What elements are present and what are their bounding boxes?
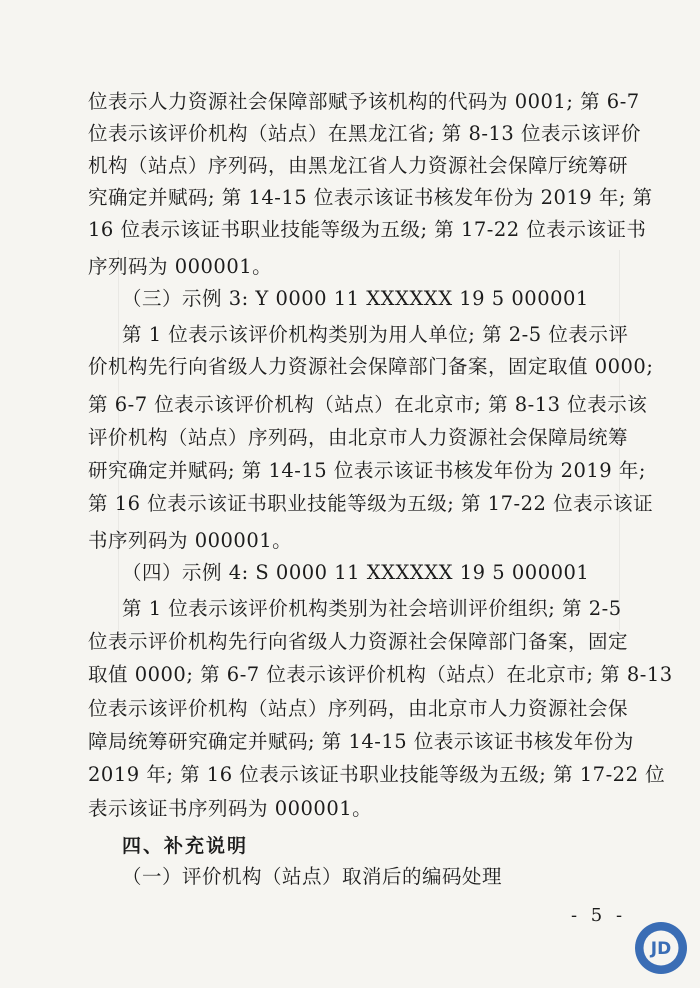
example-3-heading: （三）示例 3: Y 0000 11 XXXXXX 19 5 000001 (122, 287, 589, 310)
body-line-22: 表示该证书序列码为 000001。 (88, 797, 373, 820)
body-line-9: 价机构先行向省级人力资源社会保障部门备案，固定取值 0000; (88, 355, 654, 378)
example-4-heading: （四）示例 4: S 0000 11 XXXXXX 19 5 000001 (122, 561, 590, 584)
body-line-5: 16 位表示该证书职业技能等级为五级; 第 17-22 位表示该证书 (88, 218, 647, 241)
body-line-12: 研究确定并赋码; 第 14-15 位表示该证书核发年份为 2019 年; (88, 459, 646, 482)
body-line-6: 序列码为 000001。 (88, 255, 273, 278)
body-line-13: 第 16 位表示该证书职业技能等级为五级; 第 17-22 位表示该证 (88, 492, 654, 515)
subsection-heading-1: （一）评价机构（站点）取消后的编码处理 (122, 865, 503, 888)
body-line-8: 第 1 位表示该评价机构类别为用人单位; 第 2-5 位表示评 (122, 323, 629, 346)
page-number: - 5 - (571, 905, 627, 926)
body-line-10: 第 6-7 位表示该评价机构（站点）在北京市; 第 8-13 位表示该 (88, 393, 648, 416)
body-line-4: 究确定并赋码; 第 14-15 位表示该证书核发年份为 2019 年; 第 (88, 186, 653, 209)
body-line-20: 障局统筹研究确定并赋码; 第 14-15 位表示该证书核发年份为 (88, 730, 634, 753)
body-line-11: 评价机构（站点）序列码，由北京市人力资源社会保障局统筹 (88, 426, 629, 449)
body-line-2: 位表示该评价机构（站点）在黑龙江省; 第 8-13 位表示该评价 (88, 122, 641, 145)
body-line-1: 位表示人力资源社会保障部赋予该机构的代码为 0001; 第 6-7 (88, 90, 640, 113)
body-line-19: 位表示该评价机构（站点）序列码，由北京市人力资源社会保 (88, 697, 629, 720)
body-line-18: 取值 0000; 第 6-7 位表示该评价机构（站点）在北京市; 第 8-13 (88, 663, 673, 686)
jd-seal-logo (633, 920, 689, 976)
section-heading-supplementary: 四、补充说明 (122, 835, 249, 857)
body-line-21: 2019 年; 第 16 位表示该证书职业技能等级为五级; 第 17-22 位 (88, 763, 666, 786)
body-line-16: 第 1 位表示该评价机构类别为社会培训评价组织; 第 2-5 (122, 597, 622, 620)
body-line-14: 书序列码为 000001。 (88, 529, 293, 552)
body-line-3: 机构（站点）序列码，由黑龙江省人力资源社会保障厅统筹研 (88, 154, 629, 177)
body-line-17: 位表示评价机构先行向省级人力资源社会保障部门备案，固定 (88, 630, 629, 653)
seal-label: JD (650, 939, 672, 959)
